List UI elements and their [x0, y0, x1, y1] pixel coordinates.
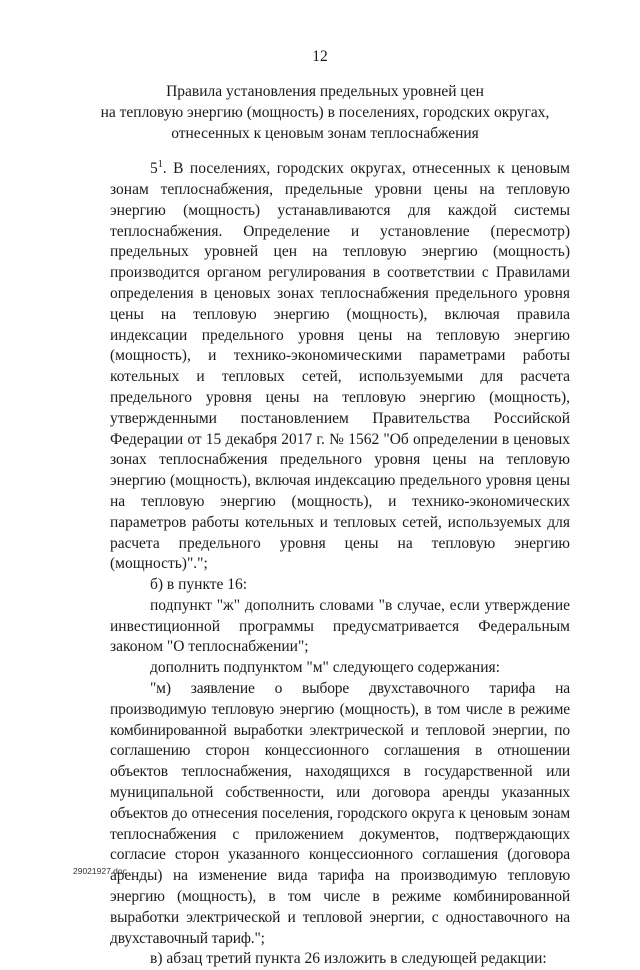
paragraph-text: . В поселениях, городских округах, отнесенных к ценовым зонам теплоснабжения, предельные уровни цены на тепловую энергию (мощность) устанавливаются для каждой системы теплоснабжения. Определение и установление (пересмотр) предельных уровней цен на тепловую энергию (мощность) производится органом регулирования в соответствии с Правилами определения в ценовых зонах теплоснабжения предельного уровня цены на тепловую энергию (мощность), включая правила индексации предельного уровня цены на тепловую энергию (мощность), и технико-экономическими параметрами работы котельных и тепловых сетей, используемыми для расчета предельного уровня цены на тепловую энергию (мощность), утвержденными постановлением Правительства Российской Федерации от 15 декабря 2017 г. № 1562 "Об определении в ценовых зонах теплоснабжения предельного уровня цены на тепловую энергию (мощность), включая индексацию предельного уровня цены на тепловую энергию (мощность), и технико-экономических параметров работы котельных и тепловых сетей, используемых для расчета предельного уровня цены на тепловую энергию (мощность)"."; — [110, 160, 570, 573]
document-body — [110, 155, 570, 970]
title-line-2: на тепловую энергию (мощность) в поселениях, городских округах, — [100, 104, 550, 121]
title-line-3: отнесенных к ценовым зонам теплоснабжения — [171, 125, 479, 142]
title-line-1: Правила установления предельных уровней цен — [166, 83, 484, 100]
paragraph-m-intro: дополнить подпунктом "м" следующего содержания: — [150, 659, 500, 677]
file-name-footer: 29021927.doc — [73, 866, 127, 876]
paragraph-m: "м) заявление о выборе двухставочного тарифа на производимую тепловую энергию (мощность), в том числе в режиме комбинированной выработки электрической и тепловой энергии, по соглашению сторон концессионного соглашения в отношении объектов теплоснабжения, находящихся в государственной или муниципальной собственности, или договора аренды указанных объектов до отнесения поселения, городского округа к ценовым зонам теплоснабжения с приложением документов, подтверждающих согласие сторон указанного концессионного соглашения (договора аренды) на изменение вида тарифа на производимую тепловую энергию (мощность), в том числе в режиме комбинированной выработки электрической и тепловой энергии, с одноставочного на двухставочный тариф."; — [110, 680, 570, 947]
page-number: 12 — [312, 48, 328, 65]
paragraph-zh: подпункт "ж" дополнить словами "в случае, если утверждение инвестиционной программы предусматривается Федеральным законом "О теплоснабжении"; — [110, 596, 570, 656]
paragraph-b: б) в пункте 16: — [150, 576, 248, 594]
paragraph-number: 5 — [150, 160, 158, 178]
document-title — [80, 81, 570, 144]
paragraph-v: в) абзац третий пункта 26 изложить в следующей редакции: — [150, 950, 547, 968]
paragraph-5-1 — [110, 155, 570, 575]
paragraph-superscript: 1 — [157, 159, 163, 170]
